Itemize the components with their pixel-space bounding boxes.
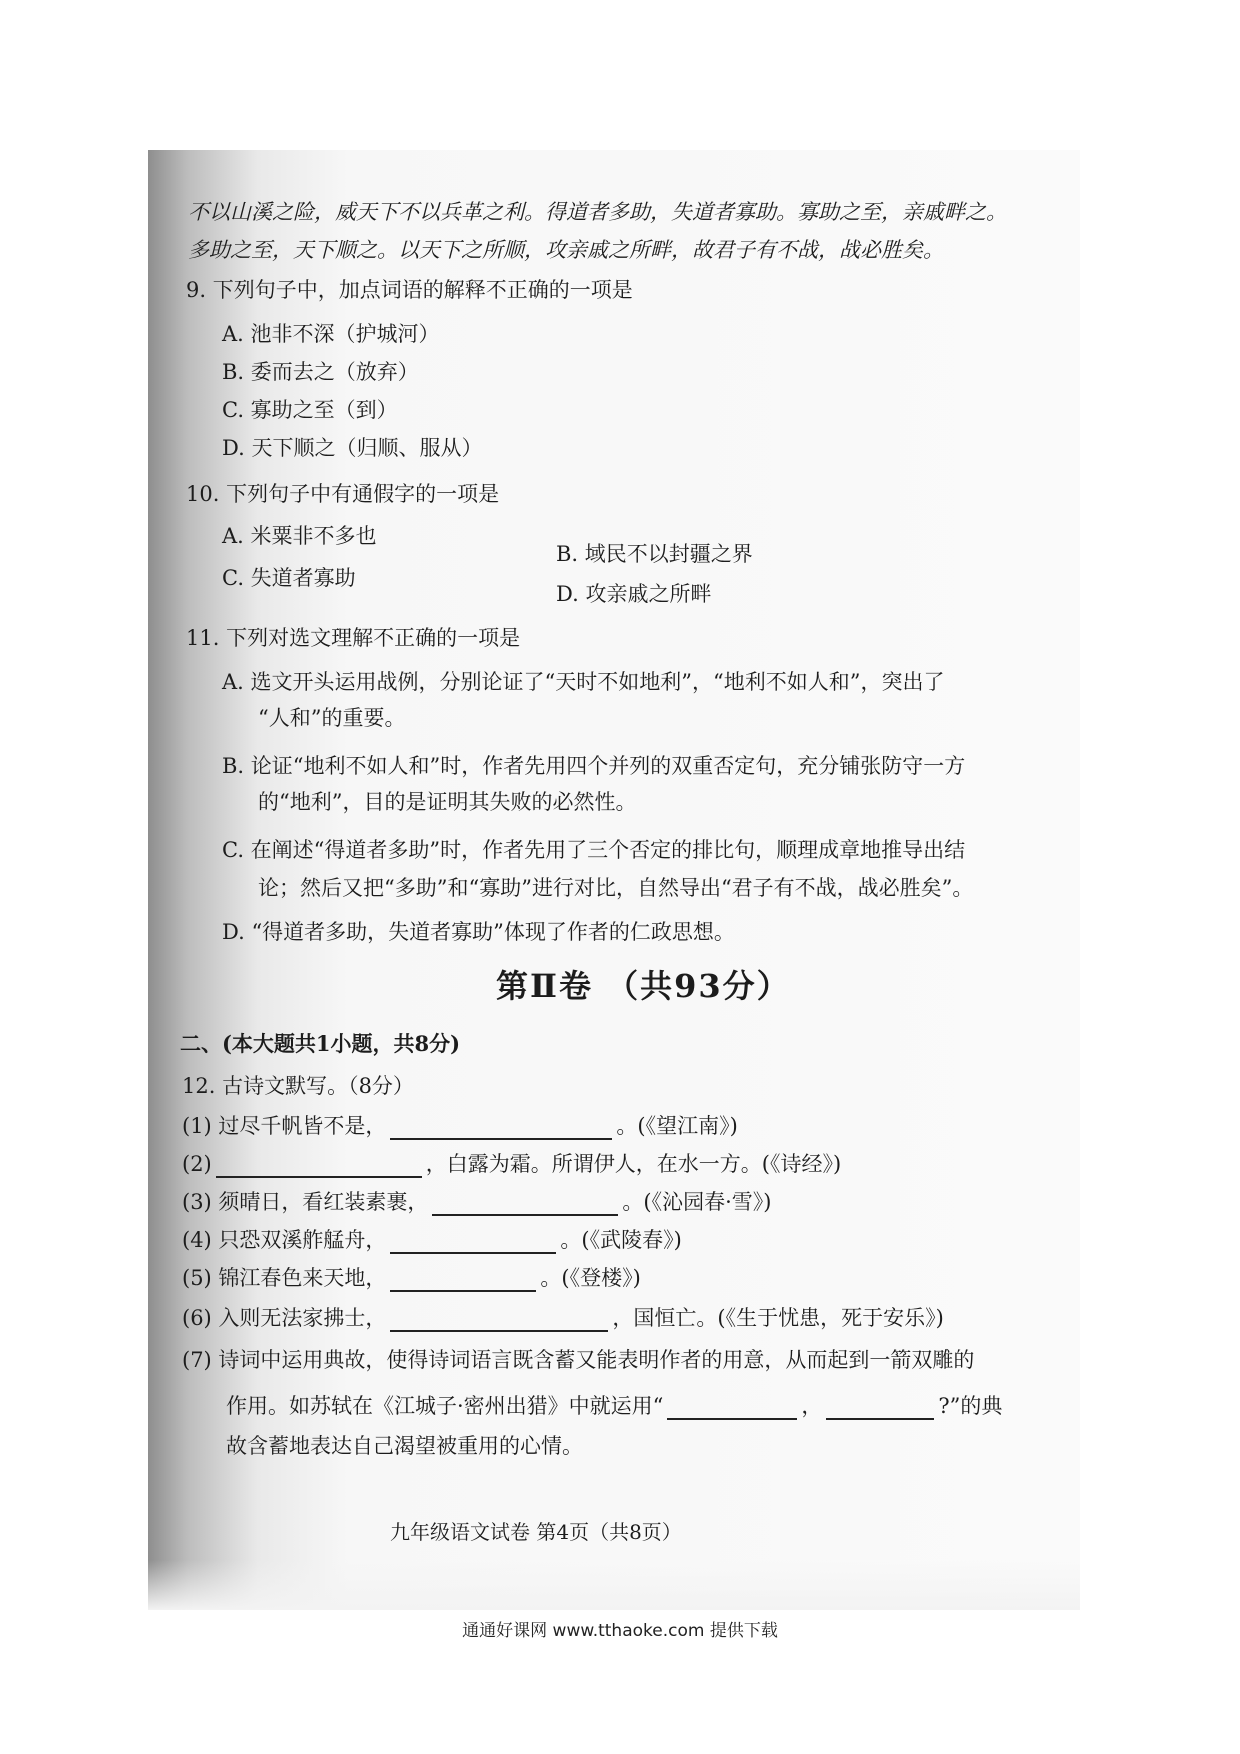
item-3	[182, 1188, 771, 1216]
item-5-text: (5) 锦江春色来天地，	[182, 1266, 387, 1290]
download-note: 通通好课网 www.tthaoke.com 提供下载	[462, 1621, 778, 1641]
item-1-text: (1) 过尽千帆皆不是，	[182, 1114, 387, 1138]
section2-heading: 二、(本大题共1小题，共8分)	[180, 1031, 461, 1056]
passage-line-2: 多助之至，天下顺之。以天下之所顺，攻亲戚之所畔，故君子有不战，战必胜矣。	[188, 238, 944, 262]
q11-option-b-line1: B. 论证“地利不如人和”时，作者先用四个并列的双重否定句，充分铺张防守一方	[222, 754, 966, 778]
item-7-line3: 故含蓄地表达自己渴望被重用的心情。	[226, 1434, 583, 1458]
item-6-blank[interactable]	[390, 1310, 608, 1332]
item-4-source: 。(《武陵春》)	[560, 1228, 682, 1252]
item-7-tail: ?”的典	[938, 1394, 1003, 1418]
item-6-source: ，国恒亡。(《生于忧患，死于安乐》)	[612, 1306, 944, 1330]
q11-stem: 11. 下列对选文理解不正确的一项是	[186, 626, 521, 650]
q11-option-c-line1: C. 在阐述“得道者多助”时，作者先用了三个否定的排比句，顺理成章地推导出结	[222, 838, 966, 862]
item-2-blank[interactable]	[216, 1156, 422, 1178]
item-6	[182, 1304, 944, 1332]
item-5	[182, 1264, 641, 1292]
q11-option-b-line2: 的“地利”，目的是证明其失败的必然性。	[258, 790, 637, 814]
item-1-source: 。(《望江南》)	[616, 1114, 738, 1138]
section-title: 第Ⅱ卷 （共93分）	[496, 967, 791, 1005]
item-7-line1: (7) 诗词中运用典故，使得诗词语言既含蓄又能表明作者的用意，从而起到一箭双雕的	[182, 1348, 975, 1372]
item-3-text: (3) 须晴日，看红装素裹，	[182, 1190, 429, 1214]
scan-bottom-edge	[148, 1560, 1080, 1610]
item-7-blank-1[interactable]	[667, 1398, 797, 1420]
item-1-blank[interactable]	[390, 1118, 612, 1140]
q11-option-d: D. “得道者多助，失道者寡助”体现了作者的仁政思想。	[222, 920, 735, 944]
passage-line-1: 不以山溪之险，威天下不以兵革之利。得道者多助，失道者寡助。寡助之至，亲戚畔之。	[188, 200, 1007, 224]
item-2-num: (2)	[182, 1152, 212, 1176]
q10-stem: 10. 下列句子中有通假字的一项是	[186, 482, 500, 506]
item-2-text: ，白露为霜。所谓伊人，在水一方。(《诗经》)	[425, 1152, 842, 1176]
item-7-text: 作用。如苏轼在《江城子·密州出猎》中就运用“	[226, 1394, 664, 1418]
item-4	[182, 1226, 682, 1254]
item-3-source: 。(《沁园春·雪》)	[622, 1190, 772, 1214]
item-7-line2	[226, 1392, 1002, 1420]
q9-option-a: A. 池非不深（护城河）	[222, 322, 440, 346]
q9-stem: 9. 下列句子中，加点词语的解释不正确的一项是	[186, 278, 633, 302]
item-5-blank[interactable]	[390, 1270, 536, 1292]
item-6-text: (6) 入则无法家拂士，	[182, 1306, 387, 1330]
q9-option-c: C. 寡助之至（到）	[222, 398, 398, 422]
q10-option-d: D. 攻亲戚之所畔	[556, 582, 712, 606]
q11-option-a-line1: A. 选文开头运用战例，分别论证了“天时不如地利”，“地利不如人和”，突出了	[222, 670, 945, 694]
q12-stem: 12. 古诗文默写。（8分）	[182, 1074, 414, 1098]
q10-option-c: C. 失道者寡助	[222, 566, 356, 590]
item-1	[182, 1112, 738, 1140]
item-4-text: (4) 只恐双溪舴艋舟，	[182, 1228, 387, 1252]
item-5-source: 。(《登楼》)	[540, 1266, 641, 1290]
q11-option-c-line2: 论；然后又把“多助”和“寡助”进行对比，自然导出“君子有不战，战必胜矣”。	[258, 876, 974, 900]
item-7-blank-2[interactable]	[826, 1398, 934, 1420]
q9-option-b: B. 委而去之（放弃）	[222, 360, 419, 384]
item-3-blank[interactable]	[432, 1194, 618, 1216]
item-4-blank[interactable]	[390, 1232, 556, 1254]
item-2	[182, 1150, 841, 1178]
q11-option-a-line2: “人和”的重要。	[258, 706, 406, 730]
q10-option-a: A. 米粟非不多也	[222, 524, 377, 548]
page-footer: 九年级语文试卷 第4页（共8页）	[390, 1520, 682, 1544]
q9-option-d: D. 天下顺之（归顺、服从）	[222, 436, 483, 460]
q10-option-b: B. 域民不以封疆之界	[556, 542, 753, 566]
item-7-comma: ，	[801, 1394, 823, 1418]
